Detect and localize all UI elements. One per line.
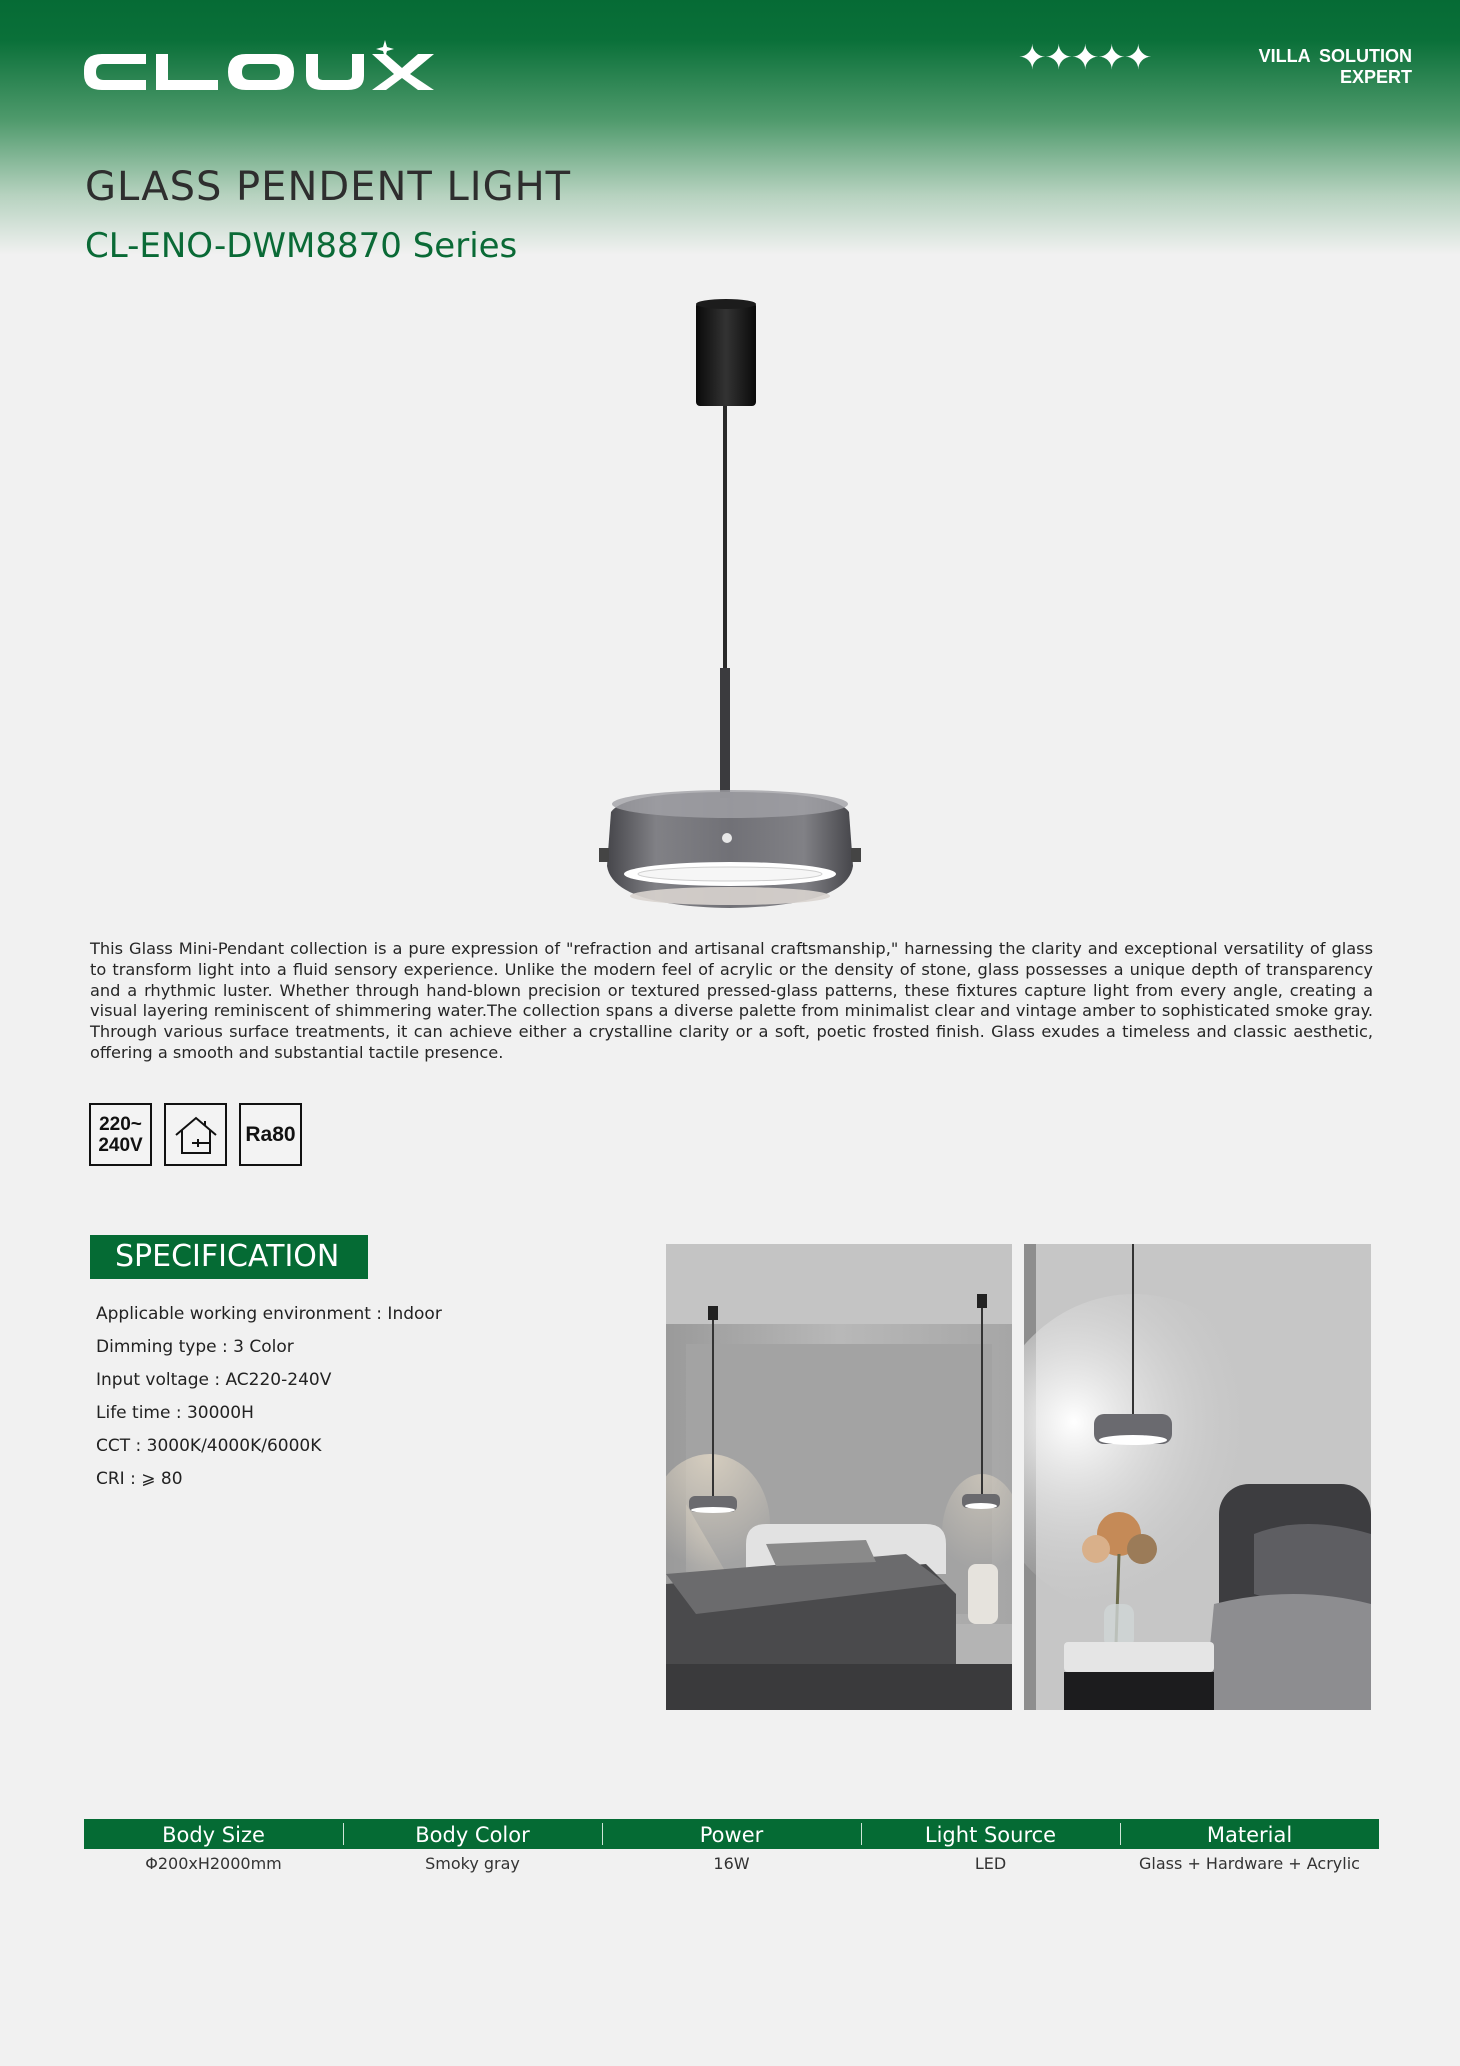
spec-item: Input voltage : AC220-240V <box>96 1370 332 1390</box>
value-body-color: Smoky gray <box>425 1854 520 1873</box>
spec-item: Dimming type : 3 Color <box>96 1337 294 1357</box>
house-icon <box>164 1103 227 1166</box>
header-gradient <box>0 0 1460 260</box>
header-material: Material <box>1120 1819 1379 1849</box>
spec-item: CRI : ⩾ 80 <box>96 1469 183 1489</box>
specification-list <box>96 1301 442 1499</box>
value-power: 16W <box>713 1854 750 1873</box>
value-light-source: LED <box>974 1854 1007 1873</box>
value-material: Glass + Hardware + Acrylic <box>1139 1854 1360 1873</box>
table-row <box>84 1849 1379 1879</box>
header-body-size: Body Size <box>162 1823 265 1847</box>
header-light-source: Light Source <box>861 1819 1120 1849</box>
cloux-logo <box>84 40 436 102</box>
table-header <box>84 1819 1379 1849</box>
value-body-size: Φ200xH2000mm <box>145 1854 282 1873</box>
spec-item: Life time : 30000H <box>96 1403 254 1423</box>
rating-stars: ✦✦✦✦✦ <box>1018 38 1151 78</box>
page-title: GLASS PENDENT LIGHT <box>85 164 572 210</box>
bedroom-scene-photo <box>666 1244 1012 1710</box>
bedside-scene-photo <box>1024 1244 1371 1710</box>
header-body-color: Body Color <box>343 1819 602 1849</box>
specification-heading: SPECIFICATION <box>90 1235 368 1279</box>
product-spec-table <box>84 1819 1379 1879</box>
voltage-icon: 220~ 240V <box>89 1103 152 1166</box>
spec-item: CCT : 3000K/4000K/6000K <box>96 1436 322 1456</box>
spec-item: Applicable working environment : Indoor <box>96 1304 442 1324</box>
tagline: VILLA SOLUTION EXPERT <box>1258 46 1412 87</box>
product-description: This Glass Mini-Pendant collection is a pure expression of "refraction and artisanal craftsmanship," harnessing the clarity and exceptional versatility of glass to transform light into a fluid sensory experience. Unlike the modern feel of acrylic or the density of stone, glass possesses a unique depth of transparency and a rhythmic luster. Whether through hand-blown precision or textured pressed-glass patterns, these fixtures capture light from every angle, creating a visual layering reminiscent of shimmering water.The collection spans a diverse palette from minimalist clear and vintage amber to sophisticated smoke gray. Through various surface treatments, it can achieve either a crystalline clarity or a soft, poetic frosted finish. Glass exudes a timeless and classic aesthetic, offering a smooth and substantial tactile presence. <box>90 939 1373 1062</box>
cri-icon: Ra80 <box>239 1103 302 1166</box>
header-power: Power <box>602 1819 861 1849</box>
pendant-light-image <box>585 296 875 922</box>
series-subtitle: CL-ENO-DWM8870 Series <box>85 226 518 266</box>
